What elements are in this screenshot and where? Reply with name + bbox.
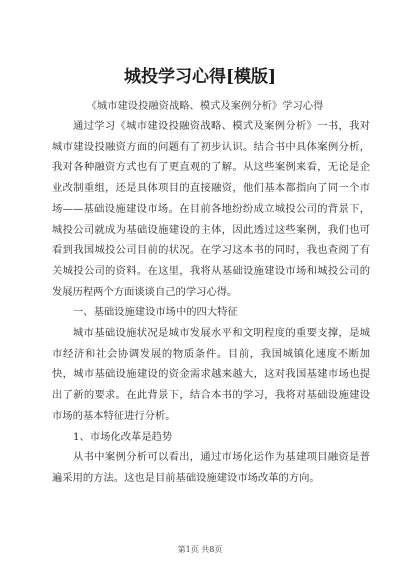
page-number-footer: 第1页 共8页	[177, 545, 223, 554]
subsection-heading-1: 1、市场化改革是趋势	[73, 430, 173, 443]
paragraph-subsection-1: 从书中案例分析可以看出，通过市场化运作为基建项目融资是普遍采用的方法。这也是目前基础设施建设市场改革的方向。	[52, 451, 370, 484]
section-heading-1: 一、基础设施建设市场中的四大特征	[73, 306, 238, 319]
paragraph-intro: 通过学习《城市建设投融资战略、模式及案例分析》一书，我对城市建设投融资方面的问题有了初步认识。结合书中具体案例分析，我对各种融资方式也有了更直观的了解。从这些案例来看，无论是企业改制重组，还是具体项目的直接融资，他们基本都指向了同一个市场——基础设施建设市场。在目前各地纷纷成立城投公司的背景下，城投公司就成为基础设施建设的主体，因此透过这些案例，我们也可看到我国城投公司目前的状况。在学习这本书的同时，我也查阅了有关城投公司的资料。在这里，我将从基础设施建设市场和城投公司的发展历程两个方面谈谈自己的学习心得。	[52, 120, 370, 298]
paragraph-section-1: 城市基础设施状况是城市发展水平和文明程度的重要支撑，是城市经济和社会协调发展的物质条件。目前，我国城镇化速度不断加快，城市基础设施建设的资金需求越来越大，这对我国基建市场也提出了新的要求。在此背景下，结合本书的学习，我将对基础设施建设市场的基本特征进行分析。	[52, 327, 370, 422]
document-title: 城投学习心得[模版]	[123, 67, 277, 87]
document-body	[52, 116, 370, 489]
document-subtitle: 《城市建设投融资战略、模式及案例分析》学习心得	[86, 100, 324, 112]
